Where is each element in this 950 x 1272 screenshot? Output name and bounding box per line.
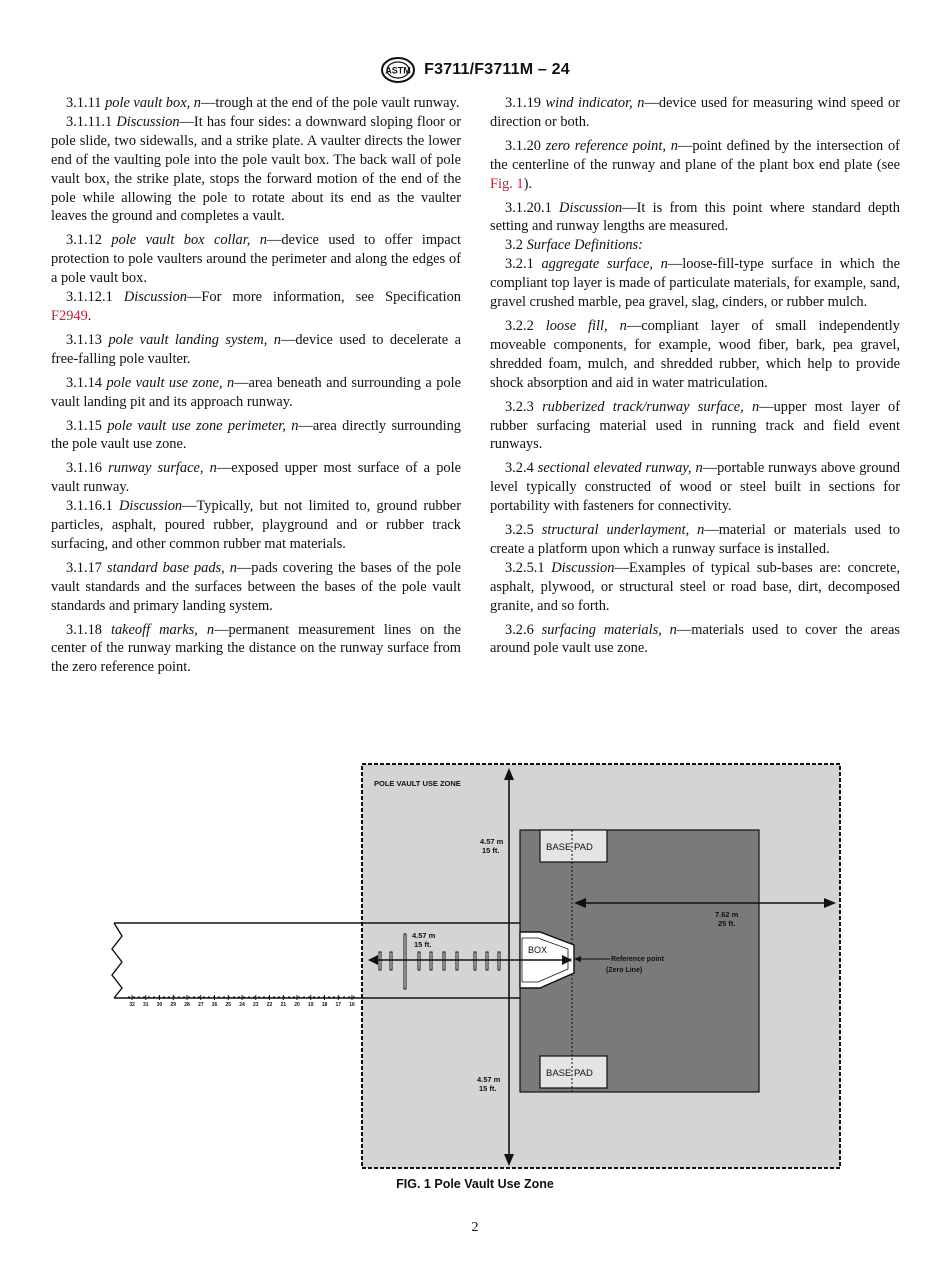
defined-term: Discussion <box>551 559 615 576</box>
definition-paragraph <box>490 137 900 194</box>
right-dim-1: 7.62 m <box>715 910 739 919</box>
section-number: 3.1.19 <box>505 95 541 111</box>
defined-term: Surface Definitions: <box>526 237 643 254</box>
section-number: 3.2.5 <box>505 522 534 539</box>
definition-text: —point defined by the intersection of the centerline of the runway and plane of the plant box end plate (see <box>490 137 900 173</box>
defined-term: takeoff marks, n <box>110 621 215 638</box>
scale-tick-label: 32 <box>129 1002 135 1008</box>
scale-tick-label: 20 <box>294 1002 300 1008</box>
scale-tick-label: 22 <box>266 1002 273 1008</box>
scale-tick-label: 26 <box>211 1002 218 1008</box>
definition-paragraph <box>490 199 900 237</box>
scale-tick-label: 25 <box>225 1002 232 1008</box>
reference-label-1: Reference point <box>611 956 664 963</box>
bottom-dim-1: 4.57 m <box>477 1075 501 1084</box>
defined-term: aggregate surface, n <box>541 256 668 273</box>
runway-dim-2: 15 ft. <box>414 940 432 949</box>
page-number: 2 <box>471 1220 479 1235</box>
scale-tick-label: 23 <box>252 1002 259 1008</box>
defined-term: Discussion <box>123 289 188 306</box>
top-dim-2: 15 ft. <box>482 846 500 855</box>
defined-term: pole vault box collar, n <box>111 232 267 249</box>
definition-paragraph <box>51 417 461 455</box>
defined-term: wind indicator, n <box>545 95 645 111</box>
scale-tick-label: 31 <box>142 1002 149 1008</box>
runway-break-mark <box>112 923 122 998</box>
logo-text: ASTM <box>385 65 411 76</box>
scale-tick-label: 30 <box>156 1002 163 1008</box>
scale-tick-label: 24 <box>239 1002 245 1008</box>
definition-paragraph <box>490 317 900 393</box>
section-number: 3.1.13 <box>66 331 102 348</box>
defined-term: pole vault use zone, n <box>106 374 235 391</box>
scale-tick-label: 28 <box>184 1002 190 1008</box>
defined-term: sectional elevated runway, n <box>537 460 703 477</box>
section-number: 3.2.4 <box>505 460 534 477</box>
defined-term: pole vault use zone perimeter, n <box>107 417 299 434</box>
definition-text: —exposed upper most surface of a pole vault runway. <box>51 460 461 496</box>
scale-tick-label: 18 <box>321 1002 328 1008</box>
section-number: 3.2 <box>505 237 523 254</box>
definition-text: —device used for measuring wind speed or direction or both. <box>490 95 900 130</box>
definition-text: —permanent measurement lines on the center of the runway marking the distance on the runway surface from the zero reference point. <box>51 621 461 676</box>
defined-term: Discussion <box>118 498 183 515</box>
scale-tick-label: 16 <box>349 1002 355 1008</box>
base-pad-bottom-label: BASE PAD <box>546 1068 593 1079</box>
left-column <box>51 94 461 677</box>
section-number: 3.1.15 <box>66 417 102 434</box>
definition-paragraph <box>490 255 900 312</box>
section-number: 3.1.16 <box>66 460 102 477</box>
definition-paragraph <box>51 113 461 226</box>
definition-paragraph <box>51 621 461 678</box>
definition-text: —For more information, see Specification <box>187 289 461 306</box>
section-number: 3.2.6 <box>505 621 534 638</box>
right-dim-2: 25 ft. <box>718 919 736 928</box>
definition-paragraph <box>490 94 900 132</box>
definition-paragraph <box>490 398 900 455</box>
definition-text: —material or materials used to create a platform upon which a runway surface is installed. <box>490 522 900 557</box>
section-number: 3.2.3 <box>505 398 534 415</box>
defined-term: rubberized track/runway surface, n <box>542 398 760 415</box>
definition-text: —upper most layer of rubber surfacing material used in running track and field event runways. <box>490 398 900 453</box>
page-header <box>0 58 950 82</box>
definition-text: —portable runways above ground level typically constructed of wood or steel built in sections for portability with fasteners for connectivity. <box>490 460 900 515</box>
defined-term: Discussion <box>559 199 623 216</box>
pole-vault-use-zone-diagram <box>108 760 842 1174</box>
definition-paragraph <box>51 559 461 616</box>
scale-tick-label: 21 <box>280 1002 287 1008</box>
defined-term: runway surface, n <box>108 460 217 477</box>
box-label: BOX <box>528 945 548 955</box>
top-dim-1: 4.57 m <box>480 837 504 846</box>
definition-paragraph <box>51 331 461 369</box>
definition-text: —area directly surrounding the pole vault use zone. <box>51 417 461 453</box>
definition-text: —device used to offer impact protection to pole vaulters around the perimeter and along the edges of a pole vault box. <box>51 232 461 287</box>
defined-term: zero reference point, n <box>545 137 678 154</box>
definition-paragraph <box>490 621 900 659</box>
section-number: 3.1.20.1 <box>505 199 552 216</box>
section-number: 3.2.2 <box>505 317 534 334</box>
definition-paragraph <box>51 459 461 497</box>
defined-term: structural underlayment, n <box>541 522 705 539</box>
defined-term: standard base pads, n <box>106 559 237 576</box>
definition-paragraph <box>490 521 900 559</box>
definition-paragraph <box>490 459 900 516</box>
document-designation: F3711/F3711M – 24 <box>424 61 570 78</box>
section-number: 3.1.18 <box>66 621 102 638</box>
cross-reference-link[interactable]: F2949 <box>51 307 88 324</box>
definition-text: —materials used to cover the areas around pole vault use zone. <box>490 621 900 657</box>
reference-label-2: (Zero Line) <box>606 967 643 974</box>
right-column <box>490 94 900 658</box>
definition-text: —It has four sides: a downward sloping floor or pole slide, two sidewalls, and a strike plate. A vaulter directs the lower end of the vaulting pole into the pole vault box. The back wall of pole vault box, the strike plate, stops the forward motion of the end of the pole while allowing the pole to rotate about its end as the vaulter leaves the ground and completes a vault. <box>51 113 461 225</box>
definition-paragraph <box>51 94 461 113</box>
cross-reference-link[interactable]: Fig. 1 <box>490 175 524 192</box>
runway-dim-1: 4.57 m <box>412 931 436 940</box>
defined-term: pole vault box, n <box>105 95 201 111</box>
defined-term: loose fill, n <box>545 317 627 334</box>
definition-paragraph <box>51 231 461 288</box>
defined-term: surfacing materials, n <box>541 621 677 638</box>
defined-term: Discussion <box>116 113 180 130</box>
definition-text: —Typically, but not limited to, ground rubber particles, asphalt, poured rubber, playground and or rubber track surfacing, and other common rubber mat materials. <box>51 498 461 552</box>
definition-text: —device used to decelerate a free-falling pole vaulter. <box>51 331 461 367</box>
definition-paragraph <box>490 559 900 616</box>
definition-paragraph <box>51 497 461 554</box>
base-pad-top-label: BASE PAD <box>546 842 593 853</box>
scale-tick-label: 19 <box>307 1002 314 1008</box>
definition-text: —pads covering the bases of the pole vault standards and the surfaces between the bases of the pole vault standards and primary landing system. <box>51 559 461 614</box>
definition-paragraph <box>51 288 461 326</box>
scale-tick-label: 27 <box>197 1002 204 1008</box>
section-number: 3.1.11 <box>66 95 102 111</box>
scale-tick-label: 29 <box>170 1002 177 1008</box>
figure-1 <box>108 760 842 1174</box>
figure-caption: FIG. 1 Pole Vault Use Zone <box>396 1177 554 1191</box>
definition-text-after: ). <box>523 175 532 192</box>
reference-x-mark: × <box>567 955 573 965</box>
definition-text: —loose-fill-type surface in which the compliant top layer is made of particulate materials, for example, sand, gravel crushed marble, pea gravel, slag, cinders, or rubber mulch. <box>490 256 900 311</box>
bottom-dim-2: 15 ft. <box>479 1084 497 1093</box>
section-number: 3.1.12.1 <box>66 289 113 306</box>
section-number: 3.1.17 <box>66 559 102 576</box>
astm-logo-icon <box>380 56 416 84</box>
definition-paragraph <box>490 236 900 255</box>
section-number: 3.1.12 <box>66 232 102 249</box>
definition-text-after: . <box>87 307 92 324</box>
section-number: 3.1.20 <box>505 137 541 154</box>
section-number: 3.1.14 <box>66 374 102 391</box>
section-number: 3.1.11.1 <box>66 113 113 130</box>
definition-text: —It is from this point where standard depth setting and runway lengths are measured. <box>490 199 900 235</box>
section-number: 3.2.5.1 <box>505 559 545 576</box>
defined-term: pole vault landing system, n <box>108 331 281 348</box>
definition-paragraph <box>51 374 461 412</box>
definition-text: —compliant layer of small independently moveable components, for example, wood fiber, bark, pea gravel, shredded foam, mulch, and shredded rubber, which help to provide shock absorption and aid in water matriculation. <box>490 317 901 391</box>
section-number: 3.2.1 <box>505 256 534 273</box>
definition-text: —area beneath and surrounding a pole vault landing pit and its approach runway. <box>51 374 461 410</box>
definition-text: —Examples of typical sub-bases are: concrete, asphalt, plywood, or structural steel or road base, dirt, decomposed granite, and so forth. <box>490 559 900 614</box>
scale-tick-label: 17 <box>335 1002 342 1008</box>
definition-text: —trough at the end of the pole vault runway. <box>200 95 460 111</box>
zone-label: POLE VAULT USE ZONE <box>374 779 461 788</box>
section-number: 3.1.16.1 <box>66 498 113 515</box>
